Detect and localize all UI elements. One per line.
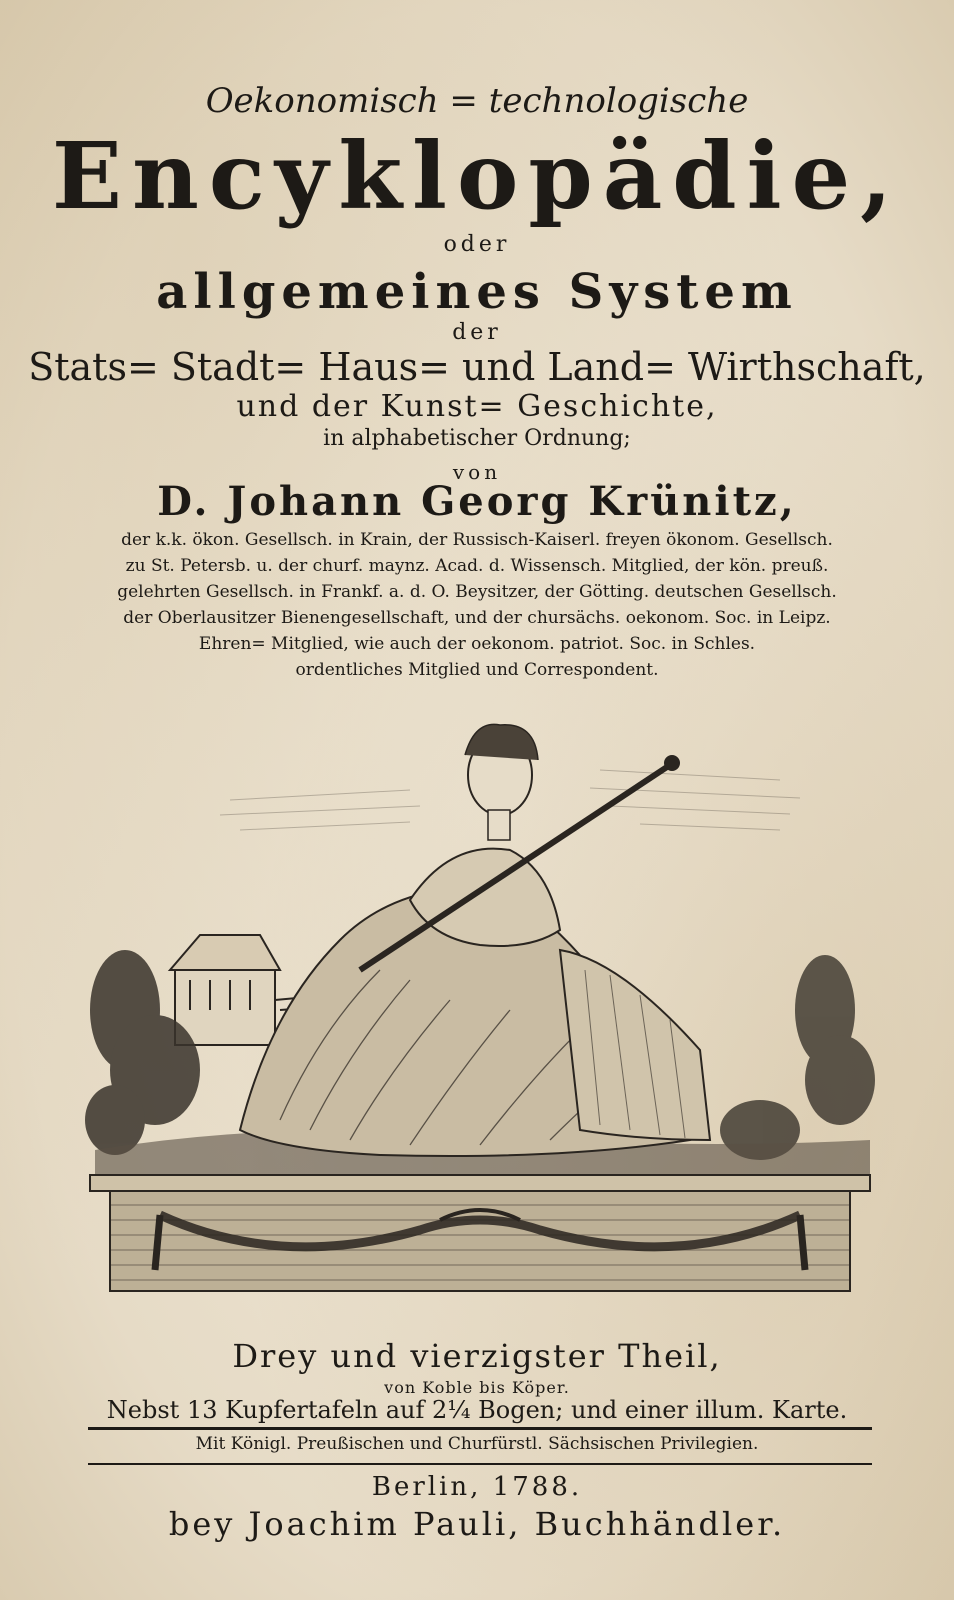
conjunction-oder: oder — [443, 232, 511, 257]
preposition-von: von — [452, 460, 502, 484]
subtitle-kunst: und der Kunst= Geschichte, — [236, 389, 718, 424]
article-der: der — [452, 320, 502, 345]
subtitle-wirthschaft: Stats= Stadt= Haus= und Land= Wirthschaft, — [28, 345, 926, 389]
range-line: von Koble bis Köper. — [384, 1378, 570, 1397]
affiliation-line: gelehrten Gesellsch. in Frankf. a. d. O. Beysitzer, der Götting. deutschen Gesellsch. — [117, 582, 837, 602]
subtitle-system: allgemeines System — [156, 264, 798, 320]
privilege-line: Mit Königl. Preußischen und Churfürstl. Sächsischen Privilegien. — [195, 1434, 759, 1454]
affiliation-line: zu St. Petersb. u. der churf. maynz. Acad. d. Wissensch. Mitglied, der kön. preuß. — [125, 556, 829, 576]
volume-line: Drey und vierzigster Theil, — [232, 1337, 722, 1375]
divider-top — [88, 1427, 872, 1430]
affiliation-line: der k.k. ökon. Gesellsch. in Krain, der Russisch-Kaiserl. freyen ökonom. Gesellsch. — [121, 530, 833, 550]
publisher-line: bey Joachim Pauli, Buchhändler. — [168, 1505, 786, 1543]
author-name: D. Johann Georg Krünitz, — [157, 478, 797, 525]
subtitle-ordnung: in alphabetischer Ordnung; — [323, 426, 631, 451]
affiliation-line: Ehren= Mitglied, wie auch der oekonom. patriot. Soc. in Schles. — [198, 634, 756, 654]
allegorical-figure-engraving-icon — [80, 710, 880, 1300]
plates-line: Nebst 13 Kupfertafeln auf 2¼ Bogen; und einer illum. Karte. — [106, 1396, 848, 1424]
divider-bottom — [88, 1463, 872, 1465]
subtitle-top: Oekonomisch = technologische — [205, 81, 749, 121]
place-year: Berlin, 1788. — [371, 1472, 583, 1502]
affiliation-line: der Oberlausitzer Bienengesellschaft, und der chursächs. oekonom. Soc. in Leipz. — [123, 608, 831, 628]
main-title: Encyklopädie, — [51, 122, 903, 230]
affiliation-line: ordentliches Mitglied und Correspondent. — [295, 660, 659, 680]
